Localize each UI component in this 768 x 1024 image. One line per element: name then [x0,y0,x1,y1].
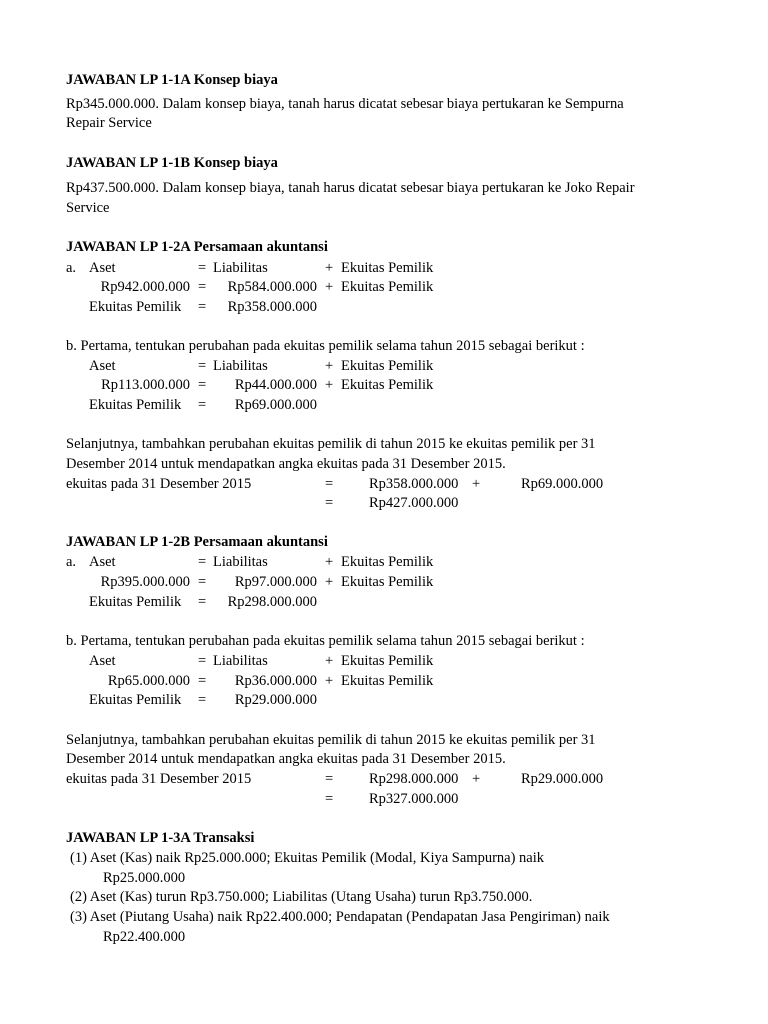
item-marker-a: a. [66,554,77,570]
heading-lp-1-2a: JAWABAN LP 1-2A Persamaan akuntansi [66,239,328,255]
paragraph-line: b. Pertama, tentukan perubahan pada ekuitas pemilik selama tahun 2015 sebagai berikut : [66,633,585,649]
equation-cell: Ekuitas Pemilik [341,574,434,590]
equation-cell: Rp69.000.000 [234,397,317,413]
equation-cell: + [325,673,334,689]
equation-cell: = [198,299,207,315]
paragraph-line: Repair Service [66,115,152,131]
equation-cell: Rp36.000.000 [234,673,317,689]
equation-cell: Ekuitas Pemilik [341,279,434,295]
equation-cell: + [325,574,334,590]
equation-cell: Ekuitas Pemilik [341,377,434,393]
item-marker-a: a. [66,260,77,276]
equation-cell: + [472,476,481,492]
transaction-item: (2) Aset (Kas) turun Rp3.750.000; Liabilitas (Utang Usaha) turun Rp3.750.000. [70,889,533,905]
equation-cell: Ekuitas Pemilik [341,554,434,570]
equation-cell: + [325,377,334,393]
transaction-item: (3) Aset (Piutang Usaha) naik Rp22.400.000; Pendapatan (Pendapatan Jasa Pengiriman) naik [70,909,610,925]
equation-cell: Liabilitas [213,554,268,570]
transaction-item: (1) Aset (Kas) naik Rp25.000.000; Ekuitas Pemilik (Modal, Kiya Sampurna) naik [70,850,544,866]
equation-cell: + [472,771,481,787]
equation-cell: Aset [89,358,116,374]
equation-cell: = [325,476,334,492]
paragraph-line: Desember 2014 untuk mendapatkan angka ekuitas pada 31 Desember 2015. [66,456,506,472]
equation-cell: Rp298.000.000 [369,771,459,787]
equation-cell: Ekuitas Pemilik [341,358,434,374]
equation-cell: + [325,358,334,374]
equation-cell: Ekuitas Pemilik [89,594,182,610]
equation-cell: = [325,771,334,787]
equation-cell: Rp298.000.000 [227,594,317,610]
equation-cell: Rp584.000.000 [227,279,317,295]
equation-cell: Rp65.000.000 [107,673,190,689]
equation-cell: Ekuitas Pemilik [341,673,434,689]
equation-cell: Aset [89,260,116,276]
paragraph-line: Rp345.000.000. Dalam konsep biaya, tanah harus dicatat sebesar biaya pertukaran ke Sempurna [66,96,624,112]
equation-cell: = [198,692,207,708]
equation-cell: + [325,554,334,570]
equation-cell: Rp44.000.000 [234,377,317,393]
equation-cell: Ekuitas Pemilik [341,260,434,276]
equation-cell: Aset [89,554,116,570]
equation-cell: Liabilitas [213,260,268,276]
equation-cell: Liabilitas [213,358,268,374]
equation-cell: = [198,574,207,590]
equation-cell: = [198,673,207,689]
paragraph-line: Selanjutnya, tambahkan perubahan ekuitas pemilik di tahun 2015 ke ekuitas pemilik per 31 [66,732,596,748]
equation-cell: Rp113.000.000 [101,377,190,393]
equation-cell: = [198,358,207,374]
equation-cell: = [198,279,207,295]
equation-cell: = [198,260,207,276]
equation-cell: Rp358.000.000 [227,299,317,315]
equation-cell: + [325,279,334,295]
equation-cell: Rp29.000.000 [234,692,317,708]
equation-cell: Rp942.000.000 [100,279,190,295]
equation-cell: = [198,377,207,393]
equation-cell: Rp427.000.000 [369,495,459,511]
equation-cell: Rp327.000.000 [369,791,459,807]
equation-cell: = [198,653,207,669]
equation-cell: ekuitas pada 31 Desember 2015 [66,476,252,492]
equation-cell: Aset [89,653,116,669]
paragraph-line: Service [66,200,110,216]
equation-cell: = [198,397,207,413]
heading-lp-1-3a: JAWABAN LP 1-3A Transaksi [66,830,255,846]
equation-cell: Ekuitas Pemilik [89,692,182,708]
transaction-item-continuation: Rp25.000.000 [103,870,186,886]
equation-cell: = [325,791,334,807]
equation-cell: = [325,495,334,511]
equation-cell: Rp69.000.000 [521,476,604,492]
equation-cell: + [325,653,334,669]
heading-lp-1-1b: JAWABAN LP 1-1B Konsep biaya [66,155,278,171]
equation-cell: Ekuitas Pemilik [89,397,182,413]
equation-cell: + [325,260,334,276]
equation-cell: Rp97.000.000 [234,574,317,590]
equation-cell: Rp29.000.000 [521,771,604,787]
paragraph-line: b. Pertama, tentukan perubahan pada ekuitas pemilik selama tahun 2015 sebagai berikut : [66,338,585,354]
equation-cell: Liabilitas [213,653,268,669]
transaction-item-continuation: Rp22.400.000 [103,929,186,945]
heading-lp-1-1a: JAWABAN LP 1-1A Konsep biaya [66,72,278,88]
equation-cell: Rp395.000.000 [100,574,190,590]
heading-lp-1-2b: JAWABAN LP 1-2B Persamaan akuntansi [66,534,328,550]
paragraph-line: Desember 2014 untuk mendapatkan angka ekuitas pada 31 Desember 2015. [66,751,506,767]
equation-cell: Rp358.000.000 [369,476,459,492]
equation-cell: Ekuitas Pemilik [89,299,182,315]
equation-cell: = [198,594,207,610]
paragraph-line: Rp437.500.000. Dalam konsep biaya, tanah harus dicatat sebesar biaya pertukaran ke Joko Repair [66,180,635,196]
equation-cell: = [198,554,207,570]
equation-cell: ekuitas pada 31 Desember 2015 [66,771,252,787]
paragraph-line: Selanjutnya, tambahkan perubahan ekuitas pemilik di tahun 2015 ke ekuitas pemilik per 31 [66,436,596,452]
equation-cell: Ekuitas Pemilik [341,653,434,669]
